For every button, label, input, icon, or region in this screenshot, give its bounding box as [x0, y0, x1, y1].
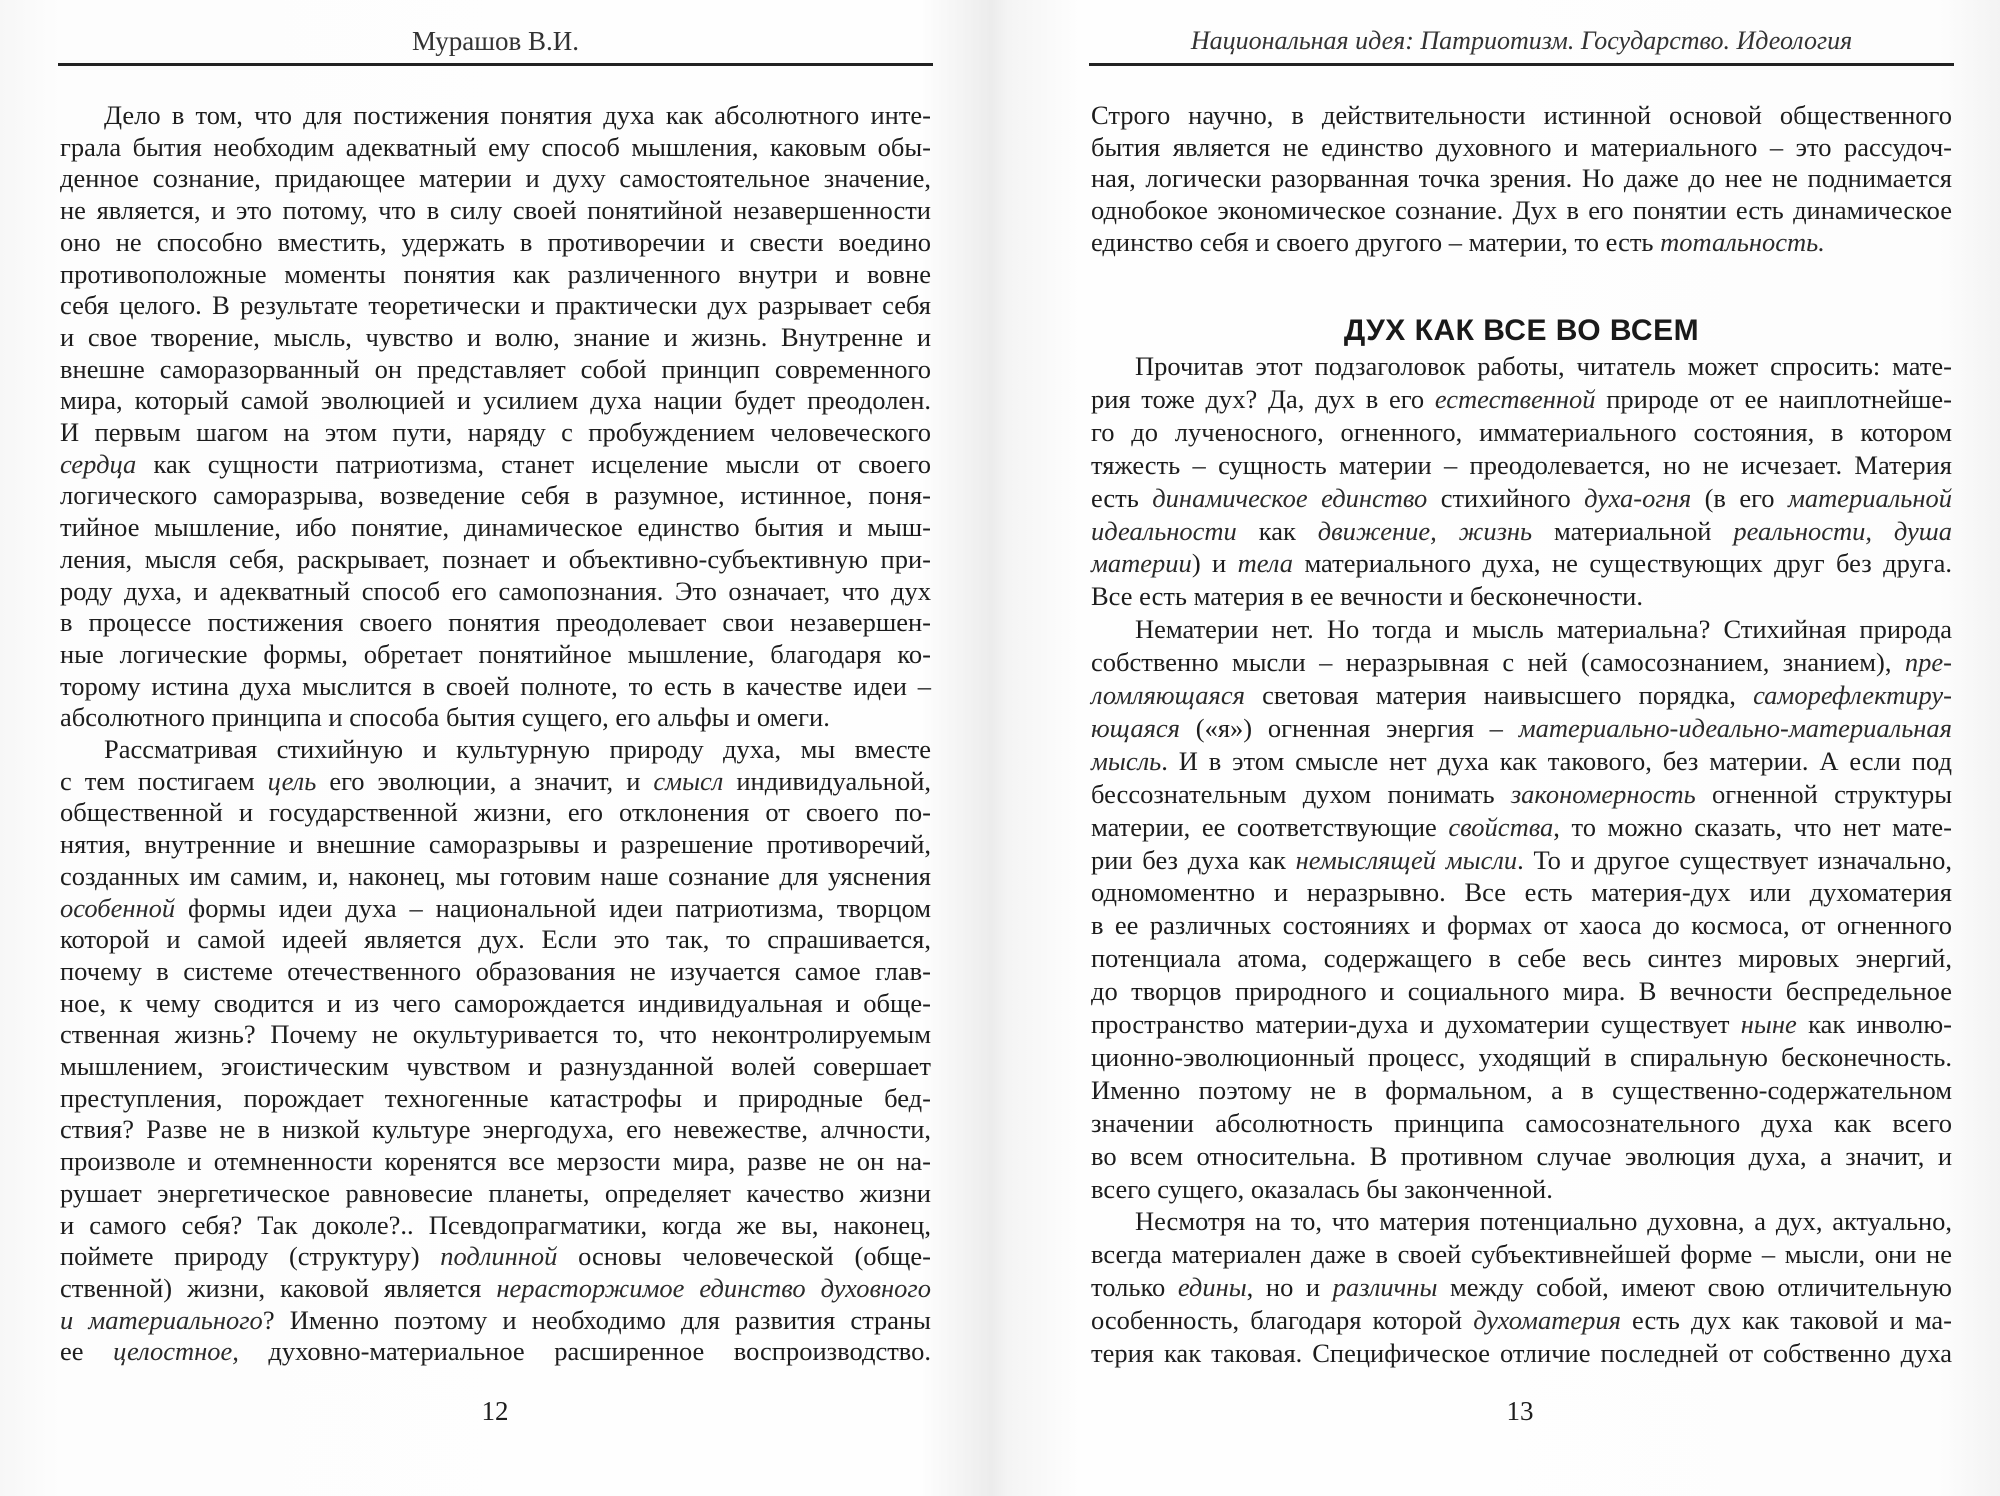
italic-emphasis: цель	[267, 765, 317, 796]
italic-emphasis: и материального	[60, 1304, 263, 1335]
italic-emphasis: немыслящей мысли	[1295, 844, 1518, 875]
text-line: нятия, внутренние и внешние саморазрывы и разрешение противоречий,	[60, 829, 931, 860]
text-run: материального духа, не существующих друг без друга.	[1293, 548, 1952, 579]
header-rule	[1089, 63, 1954, 66]
italic-emphasis: смысл	[653, 765, 724, 796]
text-run: . То и другое существует изначально,	[1517, 844, 1952, 875]
text-line: однобокое экономическое сознание. Дух в его понятии есть динамическое	[1091, 195, 1952, 226]
italic-emphasis: естественной	[1434, 383, 1596, 414]
text-line	[1091, 745, 1952, 777]
text-line	[60, 1304, 931, 1336]
text-line	[1091, 1271, 1952, 1303]
italic-emphasis: едины	[1177, 1272, 1247, 1303]
text-line: логического саморазрыва, возведение себя в разумное, истинное, поня-	[60, 480, 931, 511]
text-line: всегда материален даже в своей субъективнейшей форме – мысли, они не	[1091, 1239, 1952, 1270]
italic-emphasis: духа-огня	[1584, 482, 1692, 513]
text-line: себя целого. В результате теоретически и практически дух разрывает себя	[60, 290, 931, 321]
italic-emphasis: саморефлектиру-	[1753, 680, 1952, 710]
text-line: и свое творение, мысль, чувство и волю, знание и жизнь. Внутренне и	[60, 321, 931, 352]
text-line	[1091, 778, 1952, 810]
text-line	[1091, 226, 1952, 258]
text-line	[1091, 547, 1952, 579]
text-line: денное сознание, придающее материи и духу самостоятельное значение,	[60, 163, 931, 194]
text-line: тяжесть – сущность материи – преодолевается, но не исчезает. Материя	[1091, 449, 1952, 480]
text-line	[1091, 1008, 1952, 1040]
text-line: тийное мышление, ибо понятие, динамическое единство бытия и мыш-	[60, 512, 931, 543]
text-run: . И в этом смысле нет духа как такового, без материи. А если под	[1161, 745, 1952, 776]
text-run: бессознательным духом понимать	[1091, 778, 1511, 809]
italic-emphasis: тотальность.	[1660, 226, 1825, 257]
italic-emphasis: духоматерия	[1473, 1305, 1621, 1336]
text-line: Именно поэтому не в формальном, а в существенно-содержательном	[1091, 1074, 1952, 1105]
italic-emphasis: мысль	[1091, 745, 1162, 776]
italic-emphasis: движение, жизнь	[1317, 515, 1533, 546]
italic-emphasis: сердца	[60, 448, 137, 479]
text-run: ? Именно поэтому и необходимо для развития страны	[262, 1304, 931, 1335]
right-page	[1000, 0, 2000, 1496]
text-run: его эволюции, а значит, и	[316, 765, 654, 796]
italic-emphasis: различны	[1332, 1272, 1438, 1303]
text-line: терия как таковая. Специфическое отличие последней от собственно духа	[1091, 1338, 1952, 1368]
italic-emphasis: ныне	[1740, 1009, 1797, 1039]
text-line: противоположные моменты понятия как различенного внутри и вовне	[60, 258, 931, 289]
text-run: особенность, благодаря которой	[1091, 1305, 1474, 1336]
text-run: , то можно сказать, что нет мате-	[1553, 811, 1952, 842]
text-run: световая материя наивысшего порядка,	[1244, 680, 1754, 710]
text-line: произволе и отемненности коренятся все мерзости мира, разве не он на-	[60, 1146, 931, 1177]
text-run: ственной) жизни, каковой является	[60, 1272, 497, 1303]
text-line: ное, к чему сводится и из чего саморождается индивидуальная и обще-	[60, 987, 931, 1018]
text-line: ствия? Разве не в низкой культуре энергодуха, его невежестве, алчности,	[60, 1114, 931, 1145]
text-run: как	[1236, 515, 1318, 546]
text-line: мира, который самой эволюцией и усилием духа нации будет преодолен.	[60, 385, 931, 416]
section-heading: ДУХ КАК ВСЕ ВО ВСЕМ	[1343, 314, 1700, 347]
text-line	[1091, 712, 1952, 744]
text-run: пространство материи-духа и духоматерии существует	[1091, 1009, 1741, 1039]
text-line: в ее различных состояниях и формах от хаоса до космоса, от огненного	[1091, 910, 1952, 941]
italic-emphasis: реальности, душа	[1733, 515, 1952, 546]
text-run: ) и	[1191, 548, 1238, 579]
text-line: Строго научно, в действительности истинной основой общественного	[1091, 100, 1952, 130]
page-number: 12	[481, 1396, 509, 1426]
running-head-title: Национальная идея: Патриотизм. Государство. Идеология	[1190, 26, 1853, 55]
text-line: которой и самой идеей является дух. Если это так, то спрашивается,	[60, 924, 931, 955]
text-line	[60, 1240, 931, 1272]
text-run: материи, ее соответствующие	[1091, 811, 1449, 842]
text-run: как сущности патриотизма, станет исцеление мысли от своего	[136, 448, 931, 479]
text-run: огненной структуры	[1695, 778, 1952, 809]
text-line: торому истина духа мыслится в своей полноте, то есть в качестве идеи –	[60, 670, 931, 701]
text-line: преступления, порождает техногенные катастрофы и природные бед-	[60, 1082, 931, 1113]
text-run: рия тоже дух? Да, дух в его	[1091, 383, 1435, 414]
running-head-author: Мурашов В.И.	[411, 26, 580, 56]
italic-emphasis: тела	[1237, 548, 1294, 579]
text-run: поймете природу (структуру)	[60, 1241, 441, 1272]
italic-emphasis: подлинной	[440, 1241, 558, 1272]
text-run: (в его	[1691, 482, 1788, 513]
text-line	[60, 1272, 931, 1304]
text-run: есть	[1091, 482, 1153, 513]
italic-emphasis: идеальности	[1091, 515, 1237, 546]
text-line	[60, 448, 931, 480]
text-line	[60, 765, 931, 797]
italic-emphasis: свойства	[1448, 811, 1554, 842]
italic-emphasis: ломляющаяся	[1091, 680, 1245, 710]
text-run: формы идеи духа – национальной идеи патриотизма, творцом	[175, 892, 931, 923]
text-line: оно не способно вместить, удержать в противоречии и свести воедино	[60, 226, 931, 257]
text-run: единство себя и своего другого – материи, то есть	[1091, 226, 1661, 257]
text-line	[1091, 646, 1952, 678]
text-line: ственная жизнь? Почему не окультуривается то, что неконтролируемым	[60, 1019, 931, 1050]
text-line: и самого себя? Так доколе?.. Псевдопрагматики, когда же вы, наконец,	[60, 1209, 931, 1240]
italic-emphasis: пре-	[1904, 647, 1952, 678]
text-run: («я») огненная энергия –	[1180, 712, 1519, 743]
italic-emphasis: особенной	[60, 892, 176, 923]
text-line	[1091, 811, 1952, 843]
text-line: го до лученосного, огненного, имматериального состояния, в котором	[1091, 416, 1952, 447]
text-line: значении абсолютность принципа самосознательного духа как всего	[1091, 1107, 1952, 1138]
italic-emphasis: целостное,	[113, 1336, 239, 1367]
text-line: И первым шагом на этом пути, наряду с пробуждением человеческого	[60, 417, 931, 447]
text-line: до творцов природного и социального мира. В вечности беспредельное	[1091, 976, 1952, 1007]
text-line: Несмотря на то, что материя потенциально духовна, а дух, актуально,	[1135, 1206, 1952, 1237]
italic-emphasis: нерасторжимое единство духовного	[496, 1272, 931, 1303]
italic-emphasis: ющаяся	[1091, 712, 1180, 743]
text-line	[1091, 1304, 1952, 1336]
text-line	[60, 1335, 931, 1367]
text-run: между собой, имеют свою отличительную	[1437, 1272, 1952, 1303]
text-line: абсолютного принципа и способа бытия сущего, его альфы и омеги.	[60, 702, 830, 733]
text-line: всего сущего, оказалась бы законченной.	[1091, 1173, 1553, 1204]
italic-emphasis: материальной	[1787, 482, 1953, 513]
italic-emphasis: закономерность	[1510, 778, 1696, 809]
page-number: 13	[1506, 1396, 1534, 1426]
text-run: рии без духа как	[1091, 844, 1296, 875]
text-line: Рассматривая стихийную и культурную природу духа, мы вместе	[104, 734, 931, 764]
text-run: природе от ее наиплотнейше-	[1595, 383, 1952, 414]
text-run: стихийного	[1427, 482, 1585, 513]
header-rule	[58, 63, 933, 66]
text-line: созданных им самим, и, наконец, мы готовим наше сознание для уяснения	[60, 860, 931, 891]
text-line: в процессе постижения своего понятия преодолевает свои незавершен-	[60, 607, 931, 638]
text-run: индивидуальной,	[723, 765, 931, 796]
text-run: с тем постигаем	[60, 765, 268, 796]
text-line: мышлением, эгоистическим чувством и разнузданной волей совершает	[60, 1051, 931, 1081]
text-line: внешне саморазорванный он представляет собой принцип современного	[60, 353, 931, 384]
text-line: во всем относительна. В противном случае эволюция духа, а значит, и	[1091, 1140, 1952, 1171]
text-line: рушает энергетическое равновесие планеты, определяет качество жизни	[60, 1177, 931, 1208]
text-run: собственно мысли – неразрывная с ней (самосознанием, знанием),	[1091, 647, 1905, 678]
text-line: роду духа, и адекватный способ его самопознания. Это означает, что дух	[60, 575, 931, 606]
text-line: потенциала атома, содержащего в себе весь синтез мировых энергий,	[1091, 943, 1952, 974]
text-run: как инволю-	[1796, 1009, 1952, 1039]
text-line: Нематерии нет. Но тогда и мысль материальна? Стихийная природа	[1135, 614, 1952, 645]
text-line: не является, и это потому, что в силу своей понятийной незавершенности	[60, 195, 931, 226]
text-line: Все есть материя в ее вечности и бесконечности.	[1091, 581, 1643, 612]
text-run: ее	[60, 1336, 114, 1367]
text-line	[1091, 482, 1952, 514]
text-line: ные логические формы, обретает понятийное мышление, благодаря ко-	[60, 638, 931, 669]
italic-emphasis: материально-идеально-материальная	[1518, 712, 1952, 743]
text-run: духовно-материальное расширенное воспроизводство.	[238, 1336, 931, 1367]
text-line: бытия является не единство духовного и материального – это рассудоч-	[1091, 131, 1952, 162]
text-line	[60, 892, 931, 924]
text-run: есть дух как таковой и ма-	[1620, 1305, 1952, 1336]
text-line: ционно-эволюционный процесс, уходящий в спиральную бесконечность.	[1091, 1041, 1952, 1072]
text-line: ления, мысля себя, раскрывает, познает и объективно-субъективную при-	[60, 543, 931, 574]
italic-emphasis: динамическое единство	[1152, 482, 1428, 513]
text-run: только	[1091, 1272, 1178, 1303]
text-line: почему в системе отечественного образования не изучается самое глав-	[60, 955, 931, 986]
text-run: , но и	[1246, 1272, 1333, 1303]
text-line	[1091, 383, 1952, 415]
text-line	[1091, 844, 1952, 876]
text-line: Дело в том, что для постижения понятия духа как абсолютного инте-	[104, 100, 931, 130]
text-line: Прочитав этот подзаголовок работы, читатель может спросить: мате-	[1135, 351, 1952, 381]
text-run: материальной	[1532, 515, 1734, 546]
text-line: грала бытия необходим адекватный ему способ мышления, каковым обы-	[60, 131, 931, 162]
text-line: ная, логически разорванная точка зрения. Но даже до нее не поднимается	[1091, 163, 1952, 194]
italic-emphasis: материи	[1091, 548, 1192, 579]
text-line: одномоментно и неразрывно. Все есть материя-дух или духоматерия	[1091, 877, 1952, 908]
text-run: основы человеческой (обще-	[557, 1241, 931, 1272]
text-line	[1091, 515, 1952, 547]
text-line	[1091, 679, 1952, 711]
text-line: общественной и государственной жизни, его отклонения от своего по-	[60, 797, 931, 828]
